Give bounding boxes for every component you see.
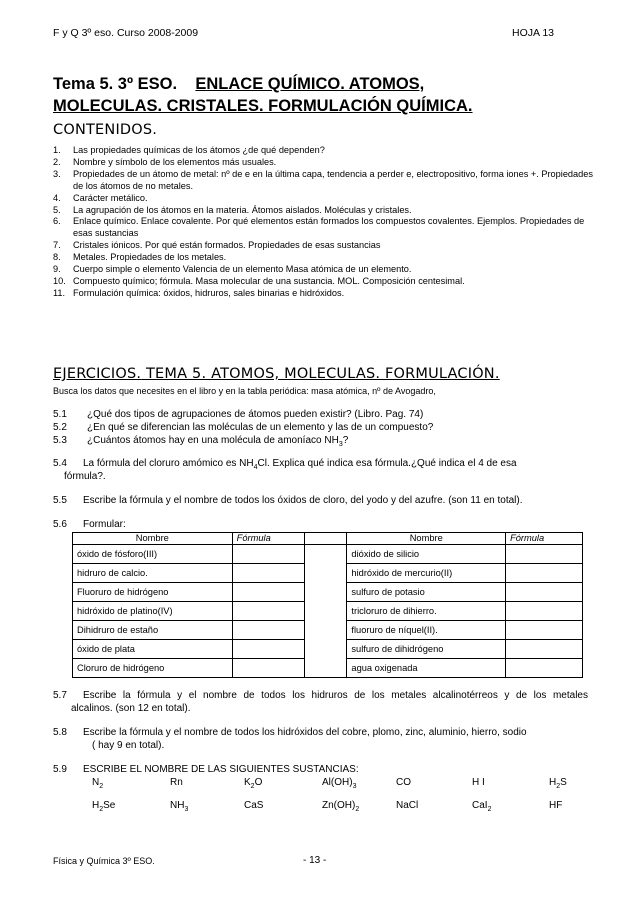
question-5-4 <box>53 458 613 471</box>
page-title <box>53 73 473 117</box>
contenido-number: 11. <box>53 287 66 298</box>
q54-sub: 4 <box>253 464 258 471</box>
formula-main: CaS <box>244 800 264 811</box>
nombre-cell: tricloruro de dihierro. <box>347 602 506 621</box>
substance-formula <box>92 800 115 813</box>
contenido-item <box>53 193 593 205</box>
contenido-text: La agrupación de los átomos en la materia. Átomos aislados. Moléculas y cristales. <box>73 204 412 215</box>
question-5-6 <box>53 519 126 532</box>
substance-formula <box>170 800 188 813</box>
formula-main: NH <box>170 800 185 811</box>
q-number: 5.8 <box>53 727 67 738</box>
q-text: Formular: <box>83 519 126 530</box>
table-row <box>73 583 583 602</box>
table-header-row <box>73 533 583 545</box>
contenido-item <box>53 276 593 288</box>
formula-main: Zn(OH) <box>322 800 356 811</box>
formula-post: Se <box>103 800 116 811</box>
question-5-8-line2: ( hay 9 en total). <box>92 740 165 751</box>
q-number: 5.7 <box>53 690 67 701</box>
col-header-nombre: Nombre <box>73 533 233 545</box>
contenido-text: Carácter metálico. <box>73 192 148 203</box>
title-part-a: Tema 5. 3º ESO. <box>53 75 178 93</box>
substance-formula <box>472 800 491 813</box>
contenido-item <box>53 216 593 240</box>
substance-formula <box>322 777 356 790</box>
nombre-cell: hidróxido de platino(IV) <box>73 602 233 621</box>
table-gap <box>304 640 347 659</box>
question-5-2 <box>53 422 613 435</box>
formula-post: O <box>254 777 263 788</box>
question-5-4-line2: fórmula?. <box>64 471 106 482</box>
nombre-cell: óxido de plata <box>73 640 233 659</box>
question-5-9 <box>53 764 613 777</box>
q-number: 5.4 <box>53 458 67 469</box>
question-5-8 <box>53 727 613 740</box>
nombre-cell: sulfuro de potasio <box>347 583 506 602</box>
nombre-cell: hidruro de calcio. <box>73 564 233 583</box>
formula-input-cell[interactable] <box>506 564 583 583</box>
q-number: 5.3 <box>53 435 67 446</box>
footer-left: Física y Química 3º ESO. <box>53 856 155 866</box>
contenido-number: 1. <box>53 145 61 155</box>
contenido-text: Nombre y símbolo de los elementos más usuales. <box>73 156 277 167</box>
contenido-number: 2. <box>53 156 61 167</box>
question-5-1 <box>53 409 613 422</box>
formula-main: N <box>92 777 100 788</box>
formula-input-cell[interactable] <box>232 621 304 640</box>
q-number: 5.2 <box>53 422 67 433</box>
contenidos-heading: CONTENIDOS. <box>53 122 158 138</box>
substance-formula <box>396 777 411 790</box>
formula-main: HF <box>549 800 563 811</box>
substance-formula <box>396 800 418 813</box>
contenido-text: Formulación química: óxidos, hidruros, sales binarias e hidróxidos. <box>73 287 345 298</box>
formula-main: K <box>244 777 251 788</box>
q-text: Escribe la fórmula y el nombre de todos los óxidos de cloro, del yodo y del azufre. (son 11 en total). <box>83 495 523 506</box>
contenido-item <box>53 169 593 193</box>
nombre-cell: óxido de fósforo(III) <box>73 545 233 564</box>
table-gap <box>304 621 347 640</box>
table-gap <box>304 564 347 583</box>
q53-pre: ¿Cuántos átomos hay en una molécula de amoníaco NH <box>87 435 339 446</box>
contenido-item <box>53 252 593 264</box>
col-header-nombre-2: Nombre <box>347 533 506 545</box>
table-gap <box>304 602 347 621</box>
header-right: HOJA 13 <box>512 27 555 39</box>
formula-input-cell[interactable] <box>506 621 583 640</box>
table-gap <box>304 659 347 678</box>
q-number: 5.5 <box>53 495 67 506</box>
formula-input-cell[interactable] <box>506 583 583 602</box>
table-row <box>73 621 583 640</box>
formula-main: CaI <box>472 800 488 811</box>
table-gap <box>304 583 347 602</box>
contenido-item <box>53 157 593 169</box>
q-text: Escribe la fórmula y el nombre de todos los hidróxidos del cobre, plomo, zinc, aluminio, hierro, sodio <box>83 727 527 738</box>
nombre-cell: hidróxido de mercurio(II) <box>347 564 506 583</box>
nombre-cell: agua oxigenada <box>347 659 506 678</box>
q-text: ESCRIBE EL NOMBRE DE LAS SIGUIENTES SUSTANCIAS: <box>83 764 359 775</box>
contenido-item <box>53 264 593 276</box>
table-row <box>73 659 583 678</box>
question-5-7-line2: alcalinos. (son 12 en total). <box>71 703 191 714</box>
contenido-text: Cuerpo simple o elemento Valencia de un elemento Masa atómica de un elemento. <box>73 264 412 275</box>
formula-subscript: 2 <box>250 783 255 790</box>
header-left: F y Q 3º eso. Curso 2008-2009 <box>53 27 199 39</box>
substance-formula <box>322 800 359 813</box>
contenido-text: Enlace químico. Enlace covalente. Por qué elementos están formados los compuestos covalentes. Ejemplos. Propiedades de esas sustancias <box>73 216 585 239</box>
formula-subscript: 2 <box>556 783 561 790</box>
formula-input-cell[interactable] <box>506 640 583 659</box>
nombre-cell: Cloruro de hidrógeno <box>73 659 233 678</box>
contenido-number: 3. <box>53 168 61 179</box>
formula-main: H I <box>472 777 485 788</box>
formula-input-cell[interactable] <box>232 564 304 583</box>
footer-page-number: - 13 - <box>303 855 327 866</box>
contenido-item <box>53 288 593 300</box>
formula-main: Rn <box>170 777 183 788</box>
table-gap <box>304 533 347 545</box>
substance-formula <box>472 777 485 790</box>
contenido-text: Propiedades de un átomo de metal: nº de e en la última capa, tendencia a perder e, electropositivo, forma iones +. Propiedades de los átomos de no metales. <box>73 168 593 191</box>
table-row <box>73 564 583 583</box>
contenido-number: 6. <box>53 216 61 227</box>
contenido-text: Metales. Propiedades de los metales. <box>73 252 227 263</box>
q-number: 5.6 <box>53 519 67 530</box>
substance-formula <box>92 777 103 790</box>
substance-formula <box>244 800 263 813</box>
contenido-number: 9. <box>53 264 61 275</box>
formula-subscript: 2 <box>99 806 104 813</box>
formula-main: H <box>549 777 557 788</box>
col-header-formula: Fórmula <box>232 533 304 545</box>
contenido-item <box>53 205 593 217</box>
q-text: Escribe la fórmula y el nombre de todos los hidruros de los metales alcalinotérreos y de los metales <box>83 690 588 701</box>
q54-pre: La fórmula del cloruro amómico es NH <box>83 458 254 469</box>
ejercicios-heading-a: EJERCICIOS. <box>53 366 142 382</box>
formula-input-cell[interactable] <box>506 602 583 621</box>
formula-subscript: 2 <box>355 806 360 813</box>
ejercicios-heading <box>53 366 500 382</box>
formula-subscript: 2 <box>487 806 492 813</box>
substance-formula <box>549 777 567 790</box>
table-row <box>73 640 583 659</box>
contenido-text: Las propiedades químicas de los átomos ¿de qué dependen? <box>73 145 325 155</box>
q-number: 5.1 <box>53 409 67 420</box>
contenido-number: 4. <box>53 192 61 203</box>
q53-sub: 3 <box>338 441 343 448</box>
substance-formula <box>170 777 183 790</box>
table-gap <box>304 545 347 564</box>
title-line-2: MOLECULAS. CRISTALES. FORMULACIÓN QUÍMICA. <box>53 97 473 115</box>
q-text <box>83 458 517 475</box>
nombre-cell: fluoruro de níquel(II). <box>347 621 506 640</box>
contenido-number: 7. <box>53 240 61 251</box>
q53-post: ? <box>342 435 349 446</box>
nombre-cell: Fluoruro de hidrógeno <box>73 583 233 602</box>
question-5-5 <box>53 495 613 508</box>
formula-input-cell[interactable] <box>232 640 304 659</box>
contenido-item <box>53 240 593 252</box>
contenido-number: 10. <box>53 275 66 286</box>
formula-input-cell[interactable] <box>232 545 304 564</box>
ejercicios-heading-b: TEMA 5. ATOMOS, MOLECULAS. FORMULACIÓN. <box>141 366 500 382</box>
q54-post: Cl. Explica qué indica esa fórmula.¿Qué indica el 4 de esa <box>257 458 517 469</box>
q-text: ¿Qué dos tipos de agrupaciones de átomos pueden existir? (Libro. Pag. 74) <box>87 409 424 420</box>
contenido-item <box>53 145 593 157</box>
ejercicios-intro: Busca los datos que necesites en el libro y en la tabla periódica: masa atómica, nº de Avogadro, <box>53 386 436 396</box>
formula-input-cell[interactable] <box>232 583 304 602</box>
contenido-text: Cristales iónicos. Por qué están formados. Propiedades de esas sustancias <box>73 240 381 251</box>
table-row <box>73 602 583 621</box>
q-text <box>87 435 348 452</box>
formula-main: H <box>92 800 100 811</box>
formula-main: CO <box>396 777 411 788</box>
question-5-3 <box>53 435 613 448</box>
col-header-formula-2: Fórmula <box>506 533 583 545</box>
contenidos-list <box>53 145 593 300</box>
formulation-table <box>72 532 583 678</box>
formula-main: Al(OH) <box>322 777 353 788</box>
formula-input-cell[interactable] <box>232 602 304 621</box>
formula-subscript: 2 <box>99 783 104 790</box>
formula-subscript: 3 <box>184 806 189 813</box>
formula-main: NaCl <box>396 800 419 811</box>
formula-subscript: 3 <box>352 783 357 790</box>
contenido-number: 8. <box>53 252 61 263</box>
q-number: 5.9 <box>53 764 67 775</box>
nombre-cell: sulfuro de dihidrógeno <box>347 640 506 659</box>
nombre-cell: dióxido de silicio <box>347 545 506 564</box>
contenido-number: 5. <box>53 204 61 215</box>
formula-input-cell[interactable] <box>506 545 583 564</box>
title-part-b: ENLACE QUÍMICO. ATOMOS, <box>195 75 425 93</box>
contenido-text: Compuesto químico; fórmula. Masa molecular de una sustancia. MOL. Composición centesimal. <box>73 275 465 286</box>
substance-formula <box>549 800 562 813</box>
formula-input-cell[interactable] <box>232 659 304 678</box>
nombre-cell: Dihidruro de estaño <box>73 621 233 640</box>
substance-formula <box>244 777 262 790</box>
q-text: ¿En qué se diferencian las moléculas de un elemento y las de un compuesto? <box>87 422 434 433</box>
formula-input-cell[interactable] <box>506 659 583 678</box>
question-5-7 <box>53 690 588 703</box>
formula-post: S <box>560 777 567 788</box>
table-row <box>73 545 583 564</box>
